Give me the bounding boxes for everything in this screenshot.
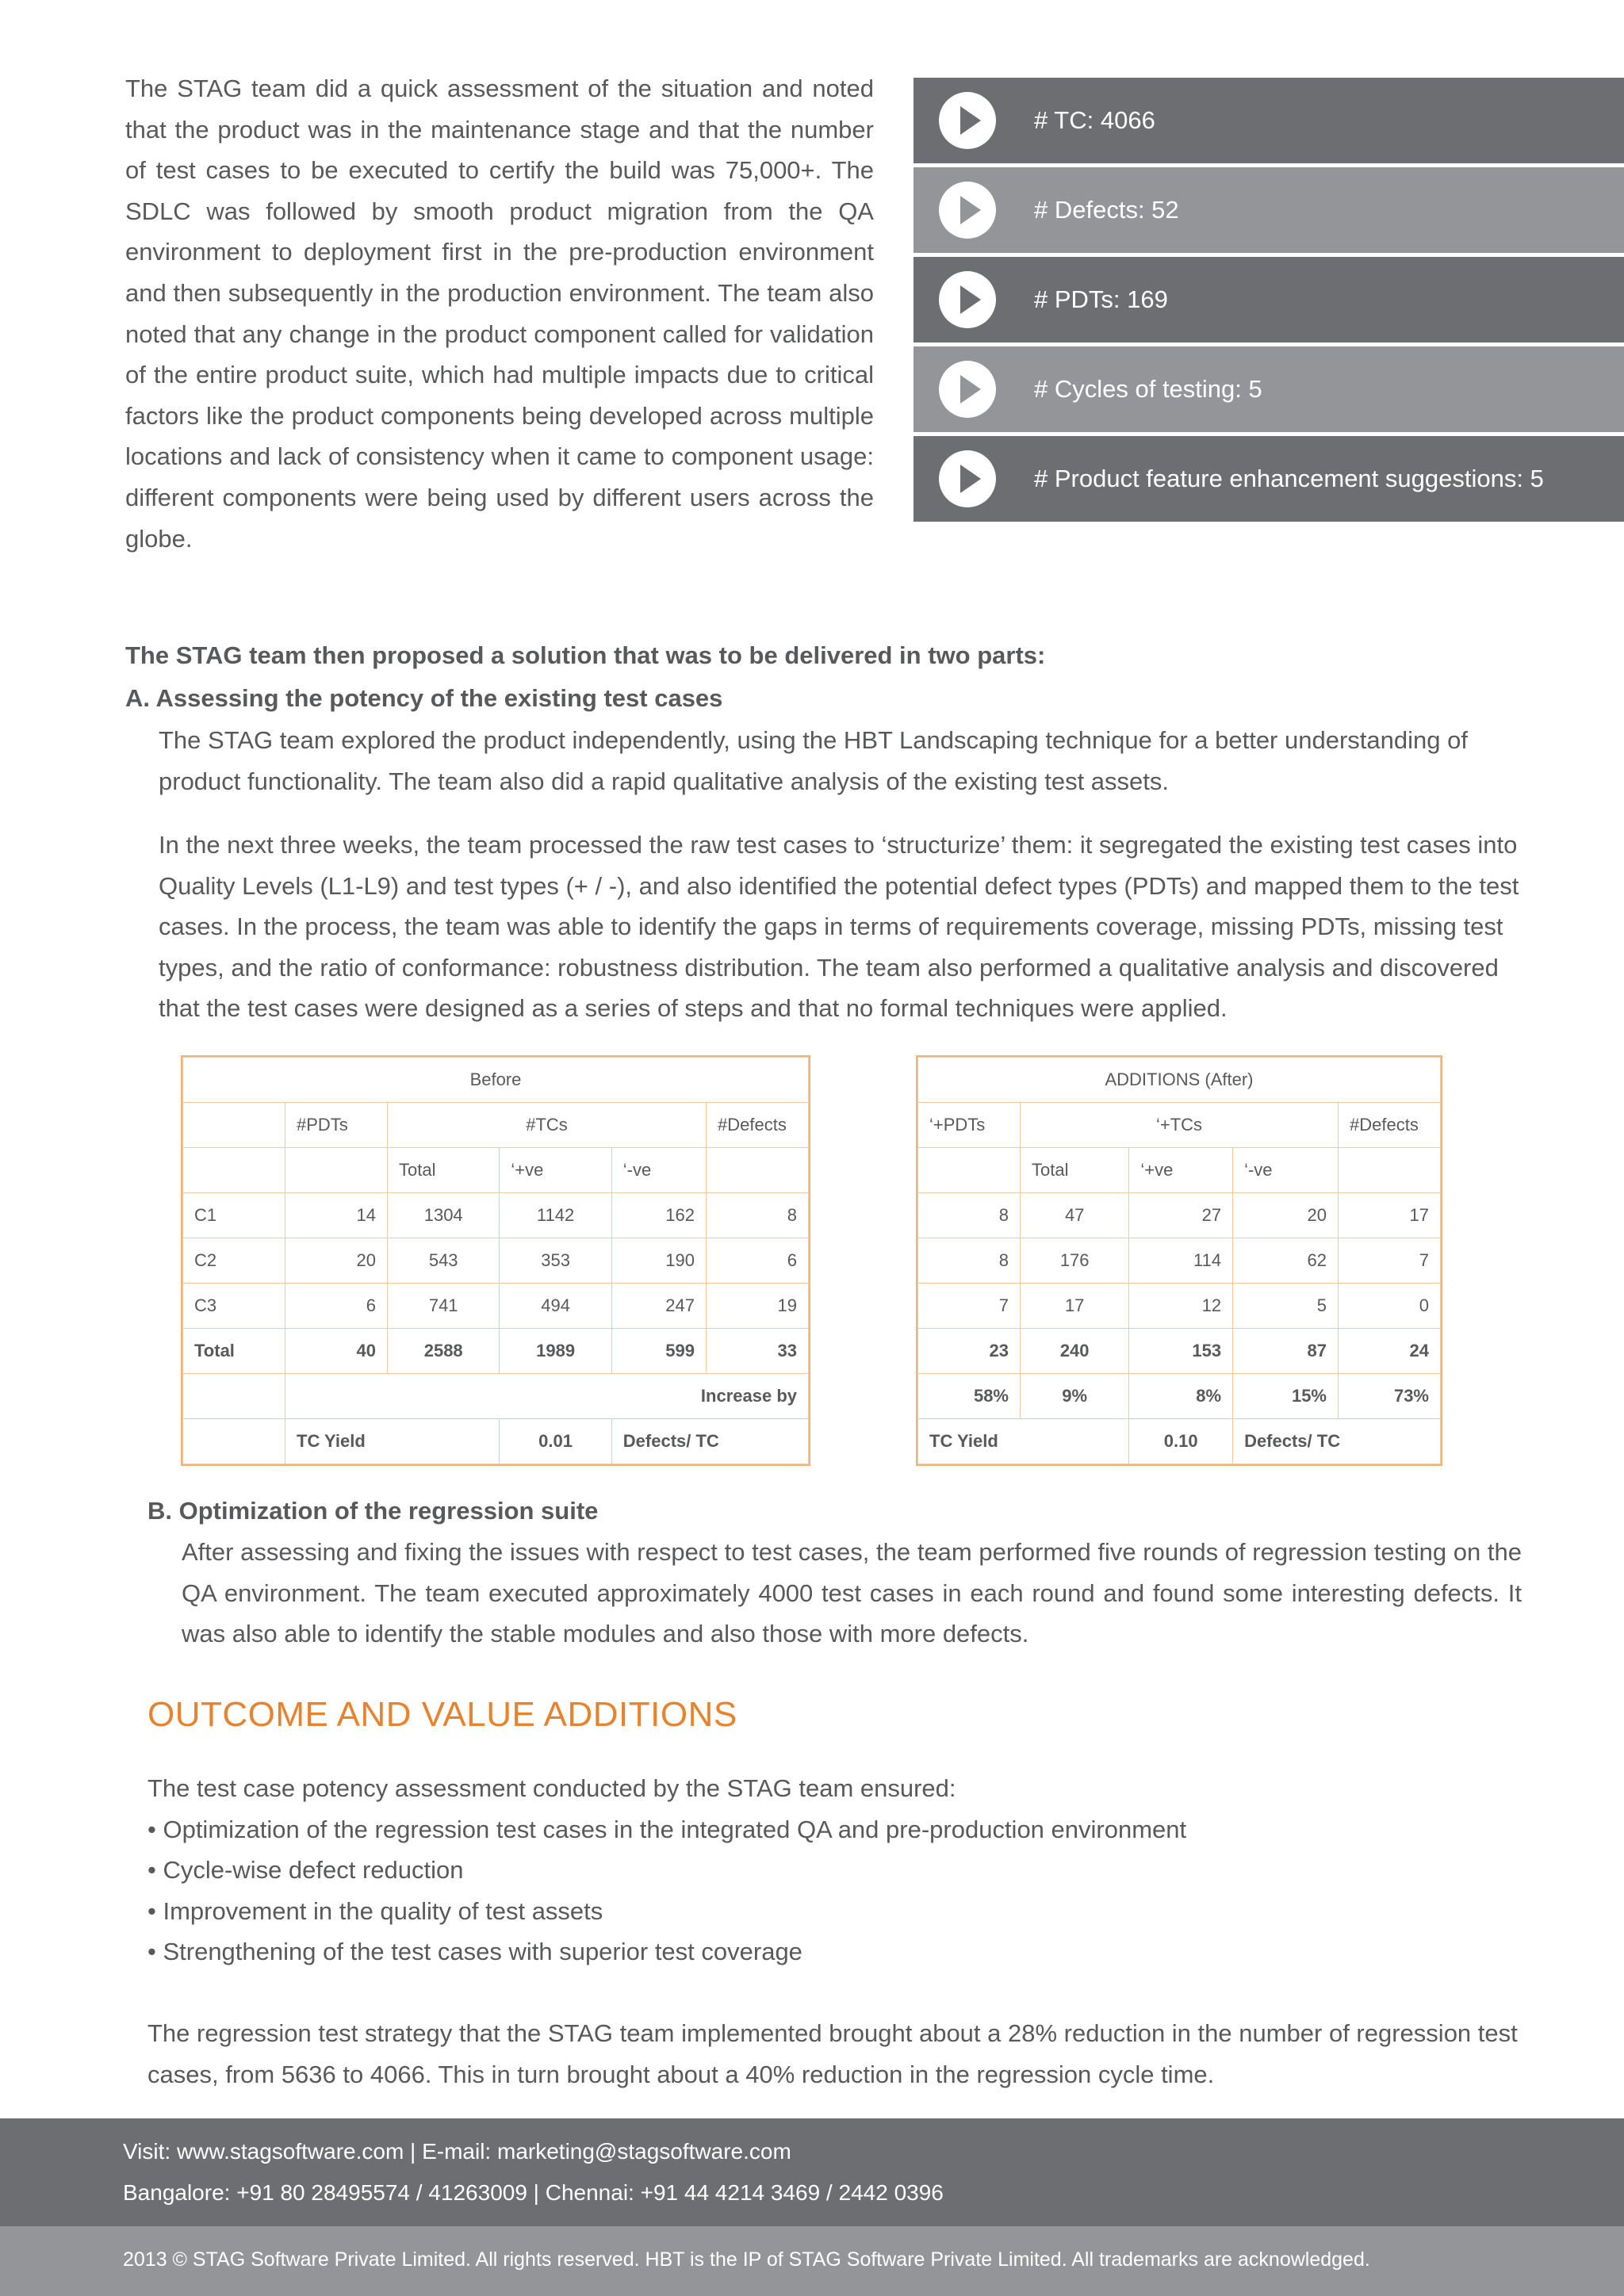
- stat-label: # Cycles of testing: 5: [1034, 375, 1262, 403]
- stat-label: # TC: 4066: [1034, 106, 1155, 134]
- part-a-para2: In the next three weeks, the team processed the raw test cases to ‘structurize’ them: it segregated the existing test cases into Quality Levels (L1-L9) and test types (+ / -), and also identified the potential defect types (PDTs) and mapped them to the test cases. In the process, the team was able to identify the gaps in terms of requirements coverage, missing PDTs, missing test types, and the ratio of conformance: robustness distribution. The team also performed a qualitative analysis and discovered that the test cases were designed as a series of steps and that no formal techniques were applied.: [159, 831, 1519, 1023]
- table-row: [183, 1238, 809, 1284]
- table-row: [918, 1103, 1441, 1148]
- row-label: C1: [183, 1193, 285, 1238]
- footer-contact: [0, 2118, 1624, 2226]
- cell: 176: [1021, 1238, 1129, 1284]
- tc-yield-label: TC Yield: [918, 1419, 1129, 1464]
- cell: 543: [388, 1238, 500, 1284]
- after-table-title: ADDITIONS (After): [918, 1058, 1441, 1103]
- cell: 47: [1021, 1193, 1129, 1238]
- table-row: [183, 1058, 809, 1103]
- part-b-para: After assessing and fixing the issues with respect to test cases, the team performed five rounds of regression testing on the QA environment. The team executed approximately 4000 test cases in each round and found some interesting defects. It was also able to identify the stable modules and also those with more defects.: [182, 1538, 1522, 1648]
- row-label: C2: [183, 1238, 285, 1284]
- row-label: C3: [183, 1284, 285, 1329]
- cell: 6: [707, 1238, 809, 1284]
- footer-web-email: Visit: www.stagsoftware.com | E-mail: marketing@stagsoftware.com: [123, 2139, 791, 2164]
- col-header: Total: [388, 1148, 500, 1193]
- table-row: [918, 1238, 1441, 1284]
- cell: 247: [611, 1284, 706, 1329]
- cell: 8: [918, 1238, 1021, 1284]
- intro-paragraph: The STAG team did a quick assessment of the situation and noted that the product was in the maintenance stage and that the number of test cases to be executed to certify the build was 75,000+. The SDLC was followed by smooth product migration from the QA environment to deployment first in the pre-production environment and then subsequently in the production environment. The team also noted that any change in the product component called for validation of the entire product suite, which had multiple impacts due to critical factors like the product components being developed across multiple locations and lack of consistency when it came to component usage: different components were being used by different users across the globe.: [125, 75, 874, 553]
- outcome-intro: The test case potency assessment conducted by the STAG team ensured:: [147, 1774, 956, 1802]
- cell: 162: [611, 1193, 706, 1238]
- table-row: [918, 1284, 1441, 1329]
- stat-defects: [914, 167, 1624, 253]
- cell: 1989: [500, 1329, 611, 1374]
- cell: 15%: [1233, 1374, 1339, 1419]
- table-row: [183, 1329, 809, 1374]
- col-header: ‘-ve: [611, 1148, 706, 1193]
- stat-label: # PDTs: 169: [1034, 285, 1168, 313]
- defects-per-tc-label: Defects/ TC: [1233, 1419, 1441, 1464]
- cell: 24: [1339, 1329, 1441, 1374]
- cell: 58%: [918, 1374, 1021, 1419]
- cell: 33: [707, 1329, 809, 1374]
- cell: 240: [1021, 1329, 1129, 1374]
- cell: 7: [1339, 1238, 1441, 1284]
- cell: 0: [1339, 1284, 1441, 1329]
- cell: 5: [1233, 1284, 1339, 1329]
- cell: 1304: [388, 1193, 500, 1238]
- cell: 20: [285, 1238, 388, 1284]
- cell: 8%: [1129, 1374, 1233, 1419]
- cell: 14: [285, 1193, 388, 1238]
- after-table: [917, 1057, 1441, 1464]
- col-header: #PDTs: [285, 1103, 388, 1148]
- cell: 62: [1233, 1238, 1339, 1284]
- row-label: Total: [183, 1329, 285, 1374]
- col-header: ‘-ve: [1233, 1148, 1339, 1193]
- col-header: #Defects: [1339, 1103, 1441, 1148]
- play-icon: [939, 450, 996, 507]
- table-row: [918, 1193, 1441, 1238]
- stat-label: # Product feature enhancement suggestions: 5: [1034, 465, 1544, 492]
- table-row: [918, 1058, 1441, 1103]
- cell: 87: [1233, 1329, 1339, 1374]
- stats-panel: [914, 78, 1624, 526]
- cell: 353: [500, 1238, 611, 1284]
- cell: 153: [1129, 1329, 1233, 1374]
- cell: 17: [1339, 1193, 1441, 1238]
- play-icon: [939, 92, 996, 149]
- col-header: ‘+ve: [1129, 1148, 1233, 1193]
- col-header: ‘+PDTs: [918, 1103, 1021, 1148]
- before-table: [182, 1057, 809, 1464]
- cell: 7: [918, 1284, 1021, 1329]
- table-row: [918, 1374, 1441, 1419]
- cell: 12: [1129, 1284, 1233, 1329]
- cell: 1142: [500, 1193, 611, 1238]
- outcome-list: [147, 1768, 1543, 1973]
- footer-phones: Bangalore: +91 80 28495574 / 41263009 | Chennai: +91 44 4214 3469 / 2442 0396: [123, 2180, 944, 2205]
- cell: 8: [707, 1193, 809, 1238]
- tc-yield-label: TC Yield: [285, 1419, 500, 1464]
- play-icon: [939, 271, 996, 328]
- cell: 20: [1233, 1193, 1339, 1238]
- play-icon: [939, 182, 996, 239]
- outcome-closing: The regression test strategy that the STAG team implemented brought about a 28% reduction in the number of regression test cases, from 5636 to 4066. This in turn brought about a 40% reduction in the regression cycle time.: [147, 2019, 1518, 2088]
- increase-label: Increase by: [285, 1374, 809, 1419]
- cell: 114: [1129, 1238, 1233, 1284]
- table-row: [183, 1419, 809, 1464]
- table-row: [183, 1148, 809, 1193]
- cell: 494: [500, 1284, 611, 1329]
- cell: 599: [611, 1329, 706, 1374]
- table-row: [183, 1193, 809, 1238]
- part-b-title: B. Optimization of the regression suite: [147, 1497, 599, 1525]
- col-header: #TCs: [388, 1103, 707, 1148]
- list-item: • Cycle-wise defect reduction: [147, 1856, 464, 1885]
- table-row: [918, 1329, 1441, 1374]
- list-item: • Optimization of the regression test cases in the integrated QA and pre-production environment: [147, 1815, 1187, 1843]
- tc-yield-value: 0.10: [1129, 1419, 1233, 1464]
- col-header: ‘+TCs: [1021, 1103, 1339, 1148]
- table-row: [183, 1374, 809, 1419]
- stat-pdts: [914, 257, 1624, 342]
- cell: 6: [285, 1284, 388, 1329]
- list-item: • Improvement in the quality of test assets: [147, 1896, 603, 1925]
- cell: 73%: [1339, 1374, 1441, 1419]
- cell: 27: [1129, 1193, 1233, 1238]
- cell: 23: [918, 1329, 1021, 1374]
- stat-label: # Defects: 52: [1034, 196, 1179, 224]
- table-row: [183, 1103, 809, 1148]
- col-header: ‘+ve: [500, 1148, 611, 1193]
- outcome-heading: OUTCOME AND VALUE ADDITIONS: [147, 1695, 737, 1734]
- cell: 40: [285, 1329, 388, 1374]
- part-a-title: A. Assessing the potency of the existing test cases: [125, 684, 723, 712]
- list-item: • Strengthening of the test cases with superior test coverage: [147, 1938, 802, 1966]
- cell: 17: [1021, 1284, 1129, 1329]
- col-header: Total: [1021, 1148, 1129, 1193]
- defects-per-tc-label: Defects/ TC: [611, 1419, 808, 1464]
- cell: 9%: [1021, 1374, 1129, 1419]
- footer-copyright: 2013 © STAG Software Private Limited. All rights reserved. HBT is the IP of STAG Software Private Limited. All trademarks are acknowledged.: [123, 2248, 1370, 2271]
- play-icon: [939, 361, 996, 418]
- stat-cycles: [914, 346, 1624, 432]
- cell: 19: [707, 1284, 809, 1329]
- stat-tc: [914, 78, 1624, 163]
- table-row: [918, 1419, 1441, 1464]
- tc-yield-value: 0.01: [500, 1419, 611, 1464]
- before-table-title: Before: [183, 1058, 809, 1103]
- cell: 190: [611, 1238, 706, 1284]
- col-header: #Defects: [707, 1103, 809, 1148]
- table-row: [918, 1148, 1441, 1193]
- cell: 741: [388, 1284, 500, 1329]
- part-a-para1: The STAG team explored the product independently, using the HBT Landscaping technique for a better understanding of product functionality. The team also did a rapid qualitative analysis of the existing test assets.: [159, 726, 1468, 795]
- footer-copyright-bar: [0, 2226, 1624, 2296]
- cell: 8: [918, 1193, 1021, 1238]
- cell: 2588: [388, 1329, 500, 1374]
- solution-heading: The STAG team then proposed a solution that was to be delivered in two parts:: [125, 641, 1046, 669]
- table-row: [183, 1284, 809, 1329]
- stat-enhancements: [914, 436, 1624, 522]
